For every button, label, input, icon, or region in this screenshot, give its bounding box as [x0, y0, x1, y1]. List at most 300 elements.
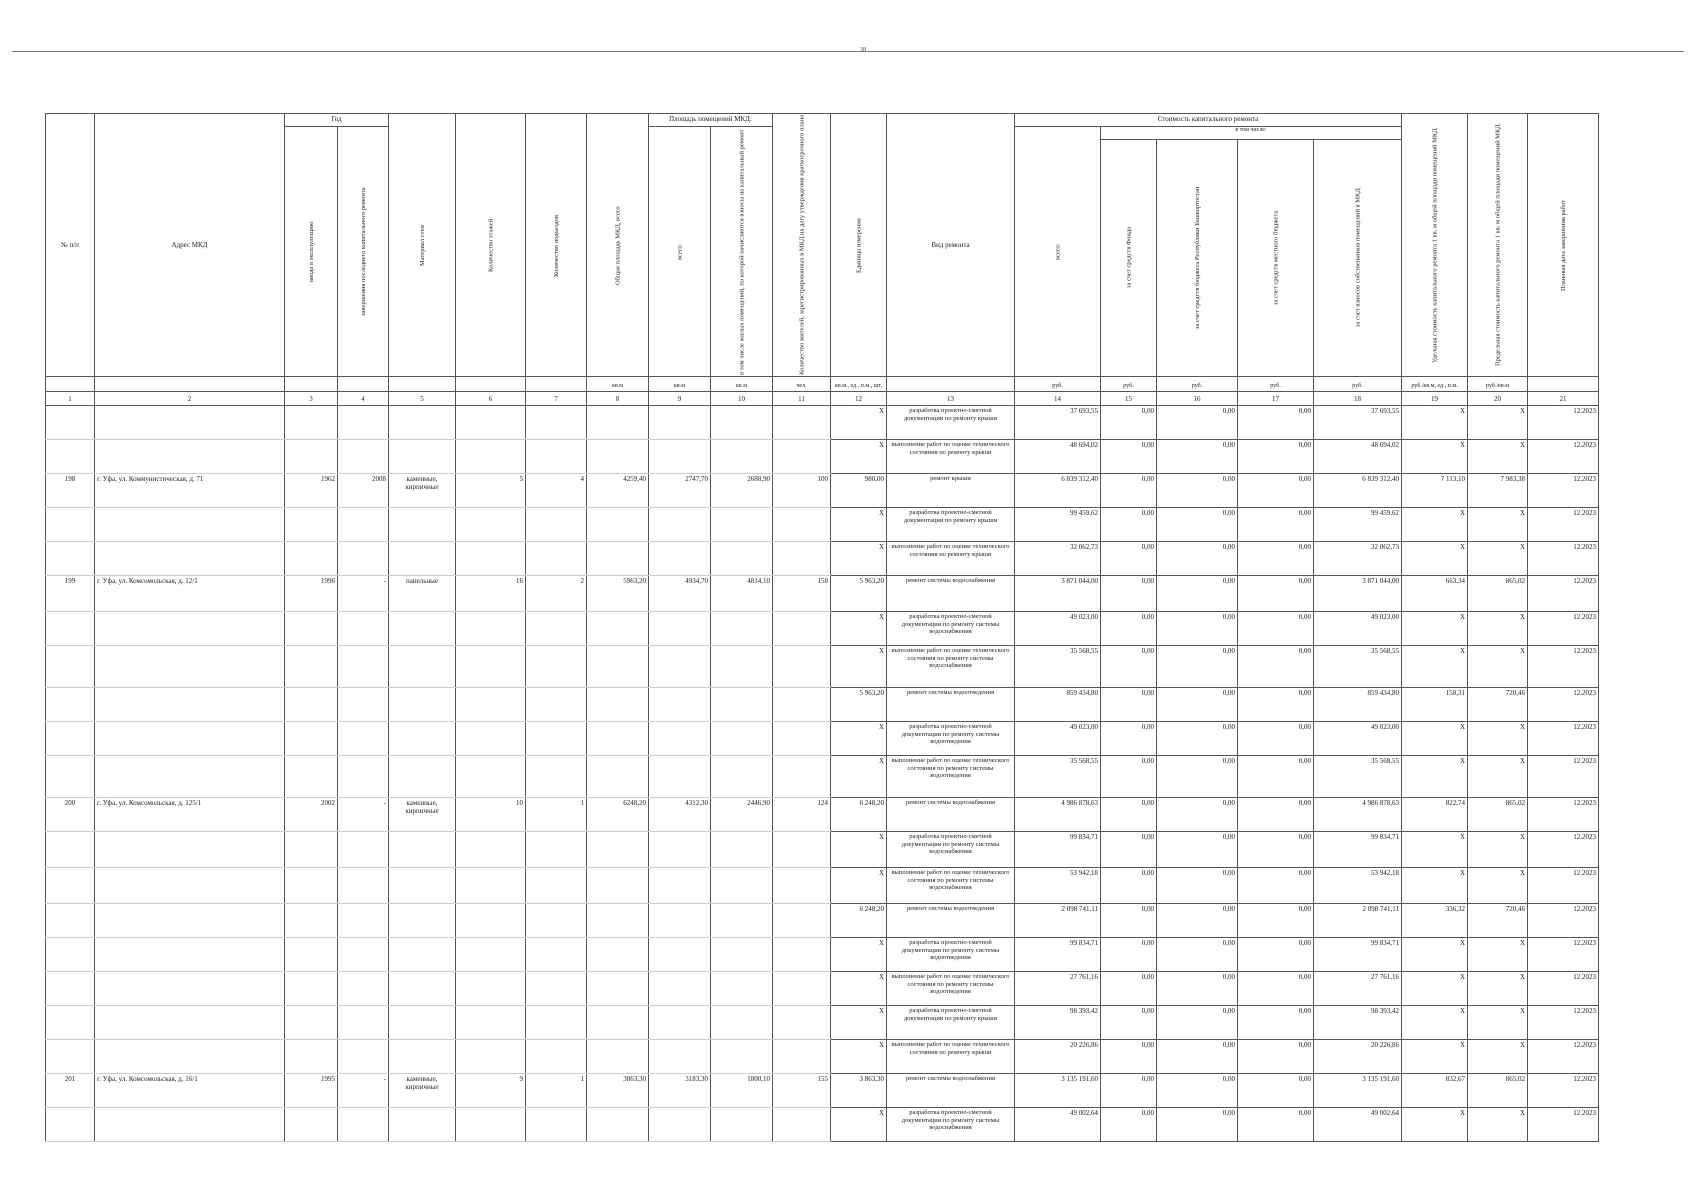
row-planned-date: 12.2023 — [1528, 722, 1599, 756]
row-number — [46, 688, 95, 722]
row-cost-republic: 0,00 — [1157, 1006, 1238, 1040]
row-work-type: выполнение работ по оценке технического состояния по ремонту системы водоснабжения — [887, 868, 1015, 904]
row-premises-area — [649, 1006, 711, 1040]
row-total-area — [587, 1108, 649, 1142]
hdr-cost-owners: за счет взносов собственников помещений в МКД — [1314, 139, 1402, 376]
row-floors — [456, 832, 526, 868]
row-cost-local: 0,00 — [1238, 612, 1314, 646]
row-max-cost: X — [1468, 832, 1528, 868]
row-walls — [389, 646, 456, 688]
row-premises-fees-area — [711, 688, 773, 722]
table-row — [46, 474, 1599, 508]
row-walls: каменные, кирпичные — [389, 1074, 456, 1108]
row-max-cost: 865,02 — [1468, 1074, 1528, 1108]
row-entrances — [526, 646, 587, 688]
table-row — [46, 1074, 1599, 1108]
row-unit-cost: X — [1402, 756, 1468, 798]
table-row — [46, 612, 1599, 646]
row-premises-fees-area — [711, 832, 773, 868]
row-cost-republic: 0,00 — [1157, 1074, 1238, 1108]
row-cost-republic: 0,00 — [1157, 722, 1238, 756]
row-year-commission: 2002 — [285, 798, 338, 832]
row-year-commission: 1962 — [285, 474, 338, 508]
row-premises-area — [649, 722, 711, 756]
row-cost-owners: 27 761,16 — [1314, 972, 1402, 1006]
row-cost-total: 35 568,55 — [1015, 756, 1101, 798]
row-cost-fund: 0,00 — [1101, 612, 1157, 646]
row-entrances — [526, 612, 587, 646]
column-number: 11 — [773, 392, 831, 406]
column-number: 21 — [1528, 392, 1599, 406]
row-address — [95, 542, 285, 576]
table-row — [46, 1040, 1599, 1074]
row-cost-republic: 0,00 — [1157, 612, 1238, 646]
row-entrances: 2 — [526, 576, 587, 612]
row-work-type: выполнение работ по оценке технического состояния по ремонту системы водоснабжения — [887, 646, 1015, 688]
row-year-last-repair — [338, 1108, 389, 1142]
table-row — [46, 440, 1599, 474]
row-premises-fees-area: 2688,90 — [711, 474, 773, 508]
row-planned-date: 12.2023 — [1528, 612, 1599, 646]
row-cost-local: 0,00 — [1238, 1040, 1314, 1074]
row-unit-value: 6 248,20 — [831, 798, 887, 832]
row-walls — [389, 542, 456, 576]
row-cost-owners: 53 942,18 — [1314, 868, 1402, 904]
row-entrances — [526, 508, 587, 542]
row-year-commission — [285, 1040, 338, 1074]
row-year-commission: 1995 — [285, 1074, 338, 1108]
row-year-commission — [285, 1006, 338, 1040]
unit-cell: руб. — [1157, 377, 1238, 392]
row-cost-local: 0,00 — [1238, 1108, 1314, 1142]
row-planned-date: 12.2023 — [1528, 938, 1599, 972]
row-cost-fund: 0,00 — [1101, 406, 1157, 440]
row-premises-area — [649, 406, 711, 440]
row-work-type: выполнение работ по оценке технического состояния по ремонту крыши — [887, 1040, 1015, 1074]
row-number — [46, 1040, 95, 1074]
column-number: 20 — [1468, 392, 1528, 406]
row-unit-value: X — [831, 612, 887, 646]
hdr-cost-fund: за счет средств Фонда — [1101, 139, 1157, 376]
row-number: 201 — [46, 1074, 95, 1108]
row-walls — [389, 722, 456, 756]
row-cost-total: 2 098 741,11 — [1015, 904, 1101, 938]
row-residents — [773, 832, 831, 868]
row-year-last-repair: - — [338, 576, 389, 612]
row-cost-republic: 0,00 — [1157, 868, 1238, 904]
row-premises-fees-area — [711, 440, 773, 474]
row-cost-total: 32 062,73 — [1015, 542, 1101, 576]
row-total-area: 5963,20 — [587, 576, 649, 612]
row-walls — [389, 756, 456, 798]
row-entrances — [526, 972, 587, 1006]
row-cost-fund: 0,00 — [1101, 722, 1157, 756]
column-number: 18 — [1314, 392, 1402, 406]
row-premises-fees-area — [711, 1006, 773, 1040]
row-cost-local: 0,00 — [1238, 474, 1314, 508]
column-number: 8 — [587, 392, 649, 406]
row-residents — [773, 972, 831, 1006]
row-walls: каменные, кирпичные — [389, 474, 456, 508]
table-row — [46, 756, 1599, 798]
row-total-area — [587, 868, 649, 904]
row-number — [46, 542, 95, 576]
row-premises-area — [649, 938, 711, 972]
row-unit-value: X — [831, 646, 887, 688]
row-cost-local: 0,00 — [1238, 646, 1314, 688]
row-cost-republic: 0,00 — [1157, 406, 1238, 440]
row-premises-area — [649, 612, 711, 646]
row-walls — [389, 688, 456, 722]
row-work-type: разработка проектно-сметной документации по ремонту крыши — [887, 508, 1015, 542]
row-premises-fees-area: 2446,90 — [711, 798, 773, 832]
row-work-type: выполнение работ по оценке технического состояния по ремонту системы водоотведения — [887, 972, 1015, 1006]
column-number: 2 — [95, 392, 285, 406]
row-year-commission: 1996 — [285, 576, 338, 612]
row-cost-owners: 99 834,71 — [1314, 938, 1402, 972]
row-planned-date: 12.2023 — [1528, 1074, 1599, 1108]
row-total-area: 3863,30 — [587, 1074, 649, 1108]
row-residents — [773, 542, 831, 576]
row-address: г. Уфа, ул. Комсомольская, д. 125/1 — [95, 798, 285, 832]
row-cost-total: 53 942,18 — [1015, 868, 1101, 904]
row-max-cost: X — [1468, 612, 1528, 646]
row-year-commission — [285, 406, 338, 440]
hdr-year-last-repair: завершения последнего капитального ремонта — [338, 127, 389, 377]
row-cost-total: 859 434,80 — [1015, 688, 1101, 722]
row-entrances — [526, 1108, 587, 1142]
row-premises-fees-area — [711, 542, 773, 576]
row-unit-cost: X — [1402, 508, 1468, 542]
row-address: г. Уфа, ул. Коммунистическая, д. 71 — [95, 474, 285, 508]
row-address — [95, 938, 285, 972]
row-cost-owners: 3 135 191,60 — [1314, 1074, 1402, 1108]
row-number — [46, 832, 95, 868]
hdr-no: № п/п — [46, 114, 95, 377]
row-cost-total: 49 002,64 — [1015, 1108, 1101, 1142]
unit-blank — [456, 377, 526, 392]
row-cost-owners: 49 002,64 — [1314, 1108, 1402, 1142]
table-row — [46, 904, 1599, 938]
row-unit-cost: X — [1402, 440, 1468, 474]
row-number — [46, 938, 95, 972]
row-address: г. Уфа, ул. Комсомольская, д. 12/1 — [95, 576, 285, 612]
table-row — [46, 972, 1599, 1006]
row-year-commission — [285, 688, 338, 722]
row-unit-cost: X — [1402, 406, 1468, 440]
unit-blank — [389, 377, 456, 392]
row-number — [46, 972, 95, 1006]
row-max-cost: X — [1468, 938, 1528, 972]
hdr-year-commission: ввода в эксплуатацию — [285, 127, 338, 377]
row-address — [95, 832, 285, 868]
row-number — [46, 1108, 95, 1142]
row-premises-fees-area — [711, 904, 773, 938]
row-cost-fund: 0,00 — [1101, 440, 1157, 474]
row-unit-value: X — [831, 756, 887, 798]
row-year-last-repair — [338, 832, 389, 868]
row-year-commission — [285, 904, 338, 938]
column-number: 7 — [526, 392, 587, 406]
hdr-address: Адрес МКД — [95, 114, 285, 377]
row-address — [95, 756, 285, 798]
table-row — [46, 542, 1599, 576]
row-unit-value: X — [831, 542, 887, 576]
row-year-commission — [285, 1108, 338, 1142]
column-number: 17 — [1238, 392, 1314, 406]
row-address — [95, 1108, 285, 1142]
table-row — [46, 798, 1599, 832]
row-cost-fund: 0,00 — [1101, 1074, 1157, 1108]
hdr-cost-republic: за счет средств бюджета Республики Башкортостан — [1157, 139, 1238, 376]
row-residents — [773, 612, 831, 646]
row-year-last-repair — [338, 542, 389, 576]
row-cost-fund: 0,00 — [1101, 576, 1157, 612]
row-year-last-repair — [338, 440, 389, 474]
row-cost-local: 0,00 — [1238, 756, 1314, 798]
column-number: 14 — [1015, 392, 1101, 406]
row-total-area — [587, 508, 649, 542]
row-cost-republic: 0,00 — [1157, 756, 1238, 798]
row-work-type: ремонт системы водоснабжения — [887, 798, 1015, 832]
row-number — [46, 868, 95, 904]
row-planned-date: 12.2023 — [1528, 868, 1599, 904]
row-walls — [389, 972, 456, 1006]
row-cost-owners: 4 986 878,63 — [1314, 798, 1402, 832]
row-unit-cost: X — [1402, 722, 1468, 756]
row-number — [46, 904, 95, 938]
row-walls: каменные, кирпичные — [389, 798, 456, 832]
row-cost-total: 99 459,62 — [1015, 508, 1101, 542]
row-unit-cost: 822,74 — [1402, 798, 1468, 832]
row-planned-date: 12.2023 — [1528, 508, 1599, 542]
row-floors — [456, 868, 526, 904]
unit-cell: руб./кв.м — [1468, 377, 1528, 392]
row-premises-fees-area — [711, 972, 773, 1006]
row-year-last-repair — [338, 612, 389, 646]
capital-repair-table — [45, 113, 1599, 1142]
row-planned-date: 12.2023 — [1528, 406, 1599, 440]
row-year-commission — [285, 868, 338, 904]
table-row — [46, 722, 1599, 756]
column-number: 15 — [1101, 392, 1157, 406]
row-residents — [773, 688, 831, 722]
row-residents: 124 — [773, 798, 831, 832]
row-cost-total: 3 871 044,00 — [1015, 576, 1101, 612]
row-total-area — [587, 722, 649, 756]
row-unit-value: 6 248,20 — [831, 904, 887, 938]
row-cost-owners: 98 393,42 — [1314, 1006, 1402, 1040]
column-number: 1 — [46, 392, 95, 406]
row-cost-local: 0,00 — [1238, 868, 1314, 904]
row-cost-local: 0,00 — [1238, 406, 1314, 440]
row-floors: 9 — [456, 1074, 526, 1108]
table-row — [46, 406, 1599, 440]
row-total-area — [587, 756, 649, 798]
row-planned-date: 12.2023 — [1528, 1040, 1599, 1074]
row-entrances — [526, 688, 587, 722]
row-max-cost: X — [1468, 542, 1528, 576]
row-max-cost: X — [1468, 868, 1528, 904]
row-cost-fund: 0,00 — [1101, 474, 1157, 508]
row-work-type: разработка проектно-сметной документации по ремонту системы водоснабжения — [887, 612, 1015, 646]
row-walls — [389, 904, 456, 938]
row-walls — [389, 612, 456, 646]
unit-cell: руб. — [1314, 377, 1402, 392]
row-work-type: ремонт крыши — [887, 474, 1015, 508]
row-premises-area — [649, 756, 711, 798]
unit-blank — [338, 377, 389, 392]
row-cost-fund: 0,00 — [1101, 904, 1157, 938]
row-year-last-repair — [338, 406, 389, 440]
row-premises-area — [649, 1108, 711, 1142]
row-unit-value: X — [831, 938, 887, 972]
unit-cell: руб./кв.м, ед., п.м. — [1402, 377, 1468, 392]
column-number: 13 — [887, 392, 1015, 406]
row-year-commission — [285, 938, 338, 972]
row-total-area — [587, 646, 649, 688]
row-cost-owners: 48 694,02 — [1314, 440, 1402, 474]
hdr-work-type: Вид ремонта — [887, 114, 1015, 377]
row-work-type: ремонт системы водоотведения — [887, 904, 1015, 938]
row-unit-cost: X — [1402, 646, 1468, 688]
row-cost-local: 0,00 — [1238, 798, 1314, 832]
row-cost-local: 0,00 — [1238, 832, 1314, 868]
row-max-cost: X — [1468, 1040, 1528, 1074]
row-premises-area — [649, 904, 711, 938]
row-cost-republic: 0,00 — [1157, 508, 1238, 542]
row-address — [95, 440, 285, 474]
row-total-area: 6248,20 — [587, 798, 649, 832]
hdr-entrances: Количество подъездов — [526, 114, 587, 377]
row-year-commission — [285, 646, 338, 688]
row-premises-area — [649, 972, 711, 1006]
row-max-cost: X — [1468, 440, 1528, 474]
row-premises-area: 4312,30 — [649, 798, 711, 832]
row-total-area — [587, 440, 649, 474]
row-premises-fees-area — [711, 1108, 773, 1142]
row-unit-value: X — [831, 440, 887, 474]
row-planned-date: 12.2023 — [1528, 474, 1599, 508]
row-address — [95, 646, 285, 688]
row-cost-republic: 0,00 — [1157, 1040, 1238, 1074]
row-max-cost: X — [1468, 972, 1528, 1006]
row-number — [46, 722, 95, 756]
row-unit-cost: X — [1402, 972, 1468, 1006]
unit-blank — [526, 377, 587, 392]
row-cost-owners: 2 098 741,11 — [1314, 904, 1402, 938]
row-address — [95, 406, 285, 440]
row-cost-republic: 0,00 — [1157, 832, 1238, 868]
row-premises-fees-area: 1800,10 — [711, 1074, 773, 1108]
row-max-cost: X — [1468, 756, 1528, 798]
row-year-last-repair — [338, 938, 389, 972]
row-planned-date: 12.2023 — [1528, 832, 1599, 868]
row-planned-date: 12.2023 — [1528, 1108, 1599, 1142]
row-total-area — [587, 972, 649, 1006]
row-walls: панельные — [389, 576, 456, 612]
row-number: 199 — [46, 576, 95, 612]
row-year-last-repair — [338, 688, 389, 722]
row-unit-cost: X — [1402, 612, 1468, 646]
row-cost-owners: 859 434,80 — [1314, 688, 1402, 722]
row-unit-cost: 7 113,10 — [1402, 474, 1468, 508]
row-cost-republic: 0,00 — [1157, 798, 1238, 832]
row-residents — [773, 1040, 831, 1074]
row-cost-local: 0,00 — [1238, 1074, 1314, 1108]
row-floors — [456, 938, 526, 972]
row-year-last-repair — [338, 868, 389, 904]
row-cost-local: 0,00 — [1238, 722, 1314, 756]
row-floors — [456, 1108, 526, 1142]
row-premises-area: 4934,70 — [649, 576, 711, 612]
row-work-type: ремонт системы водоотведения — [887, 688, 1015, 722]
row-planned-date: 12.2023 — [1528, 972, 1599, 1006]
row-entrances — [526, 440, 587, 474]
row-floors — [456, 508, 526, 542]
page-number: 38 — [860, 47, 866, 53]
table-row — [46, 868, 1599, 904]
row-address — [95, 688, 285, 722]
unit-cell: чел. — [773, 377, 831, 392]
table-row — [46, 938, 1599, 972]
row-unit-value: X — [831, 1108, 887, 1142]
row-floors: 5 — [456, 474, 526, 508]
hdr-cost-total: всего: — [1015, 127, 1101, 377]
row-year-last-repair — [338, 972, 389, 1006]
row-work-type: выполнение работ по оценке технического состояния по ремонту крыши — [887, 440, 1015, 474]
row-unit-value: 3 863,30 — [831, 1074, 887, 1108]
row-number — [46, 646, 95, 688]
row-cost-owners: 3 871 044,00 — [1314, 576, 1402, 612]
row-entrances — [526, 1006, 587, 1040]
column-number: 3 — [285, 392, 338, 406]
row-entrances — [526, 722, 587, 756]
row-max-cost: 865,02 — [1468, 798, 1528, 832]
row-number — [46, 508, 95, 542]
row-year-commission — [285, 508, 338, 542]
row-unit-value: X — [831, 1006, 887, 1040]
row-cost-total: 20 226,86 — [1015, 1040, 1101, 1074]
unit-cell: кв.м., ед., п.м., шт. — [831, 377, 887, 392]
hdr-year: Год — [285, 114, 389, 127]
row-work-type: выполнение работ по оценке технического состояния по ремонту крыши — [887, 542, 1015, 576]
hdr-premises-fees: в том числе жилых помещений, по которой начисляются взносы на капитальный ремонт — [711, 127, 773, 377]
column-number: 9 — [649, 392, 711, 406]
hdr-walls: Материал стен — [389, 114, 456, 377]
hdr-floors: Количество этажей — [456, 114, 526, 377]
row-year-commission — [285, 972, 338, 1006]
table-body — [46, 406, 1599, 1142]
row-cost-total: 37 693,55 — [1015, 406, 1101, 440]
row-cost-total: 49 023,00 — [1015, 722, 1101, 756]
row-unit-value: 5 963,20 — [831, 576, 887, 612]
row-max-cost: X — [1468, 722, 1528, 756]
row-floors — [456, 722, 526, 756]
row-address — [95, 1006, 285, 1040]
row-residents — [773, 406, 831, 440]
hdr-planned-date: Плановая дата завершения работ — [1528, 114, 1599, 377]
column-number: 4 — [338, 392, 389, 406]
row-residents — [773, 868, 831, 904]
row-residents — [773, 1108, 831, 1142]
row-residents: 155 — [773, 1074, 831, 1108]
row-entrances — [526, 1040, 587, 1074]
row-number — [46, 406, 95, 440]
row-number — [46, 756, 95, 798]
row-total-area — [587, 542, 649, 576]
row-max-cost: X — [1468, 646, 1528, 688]
